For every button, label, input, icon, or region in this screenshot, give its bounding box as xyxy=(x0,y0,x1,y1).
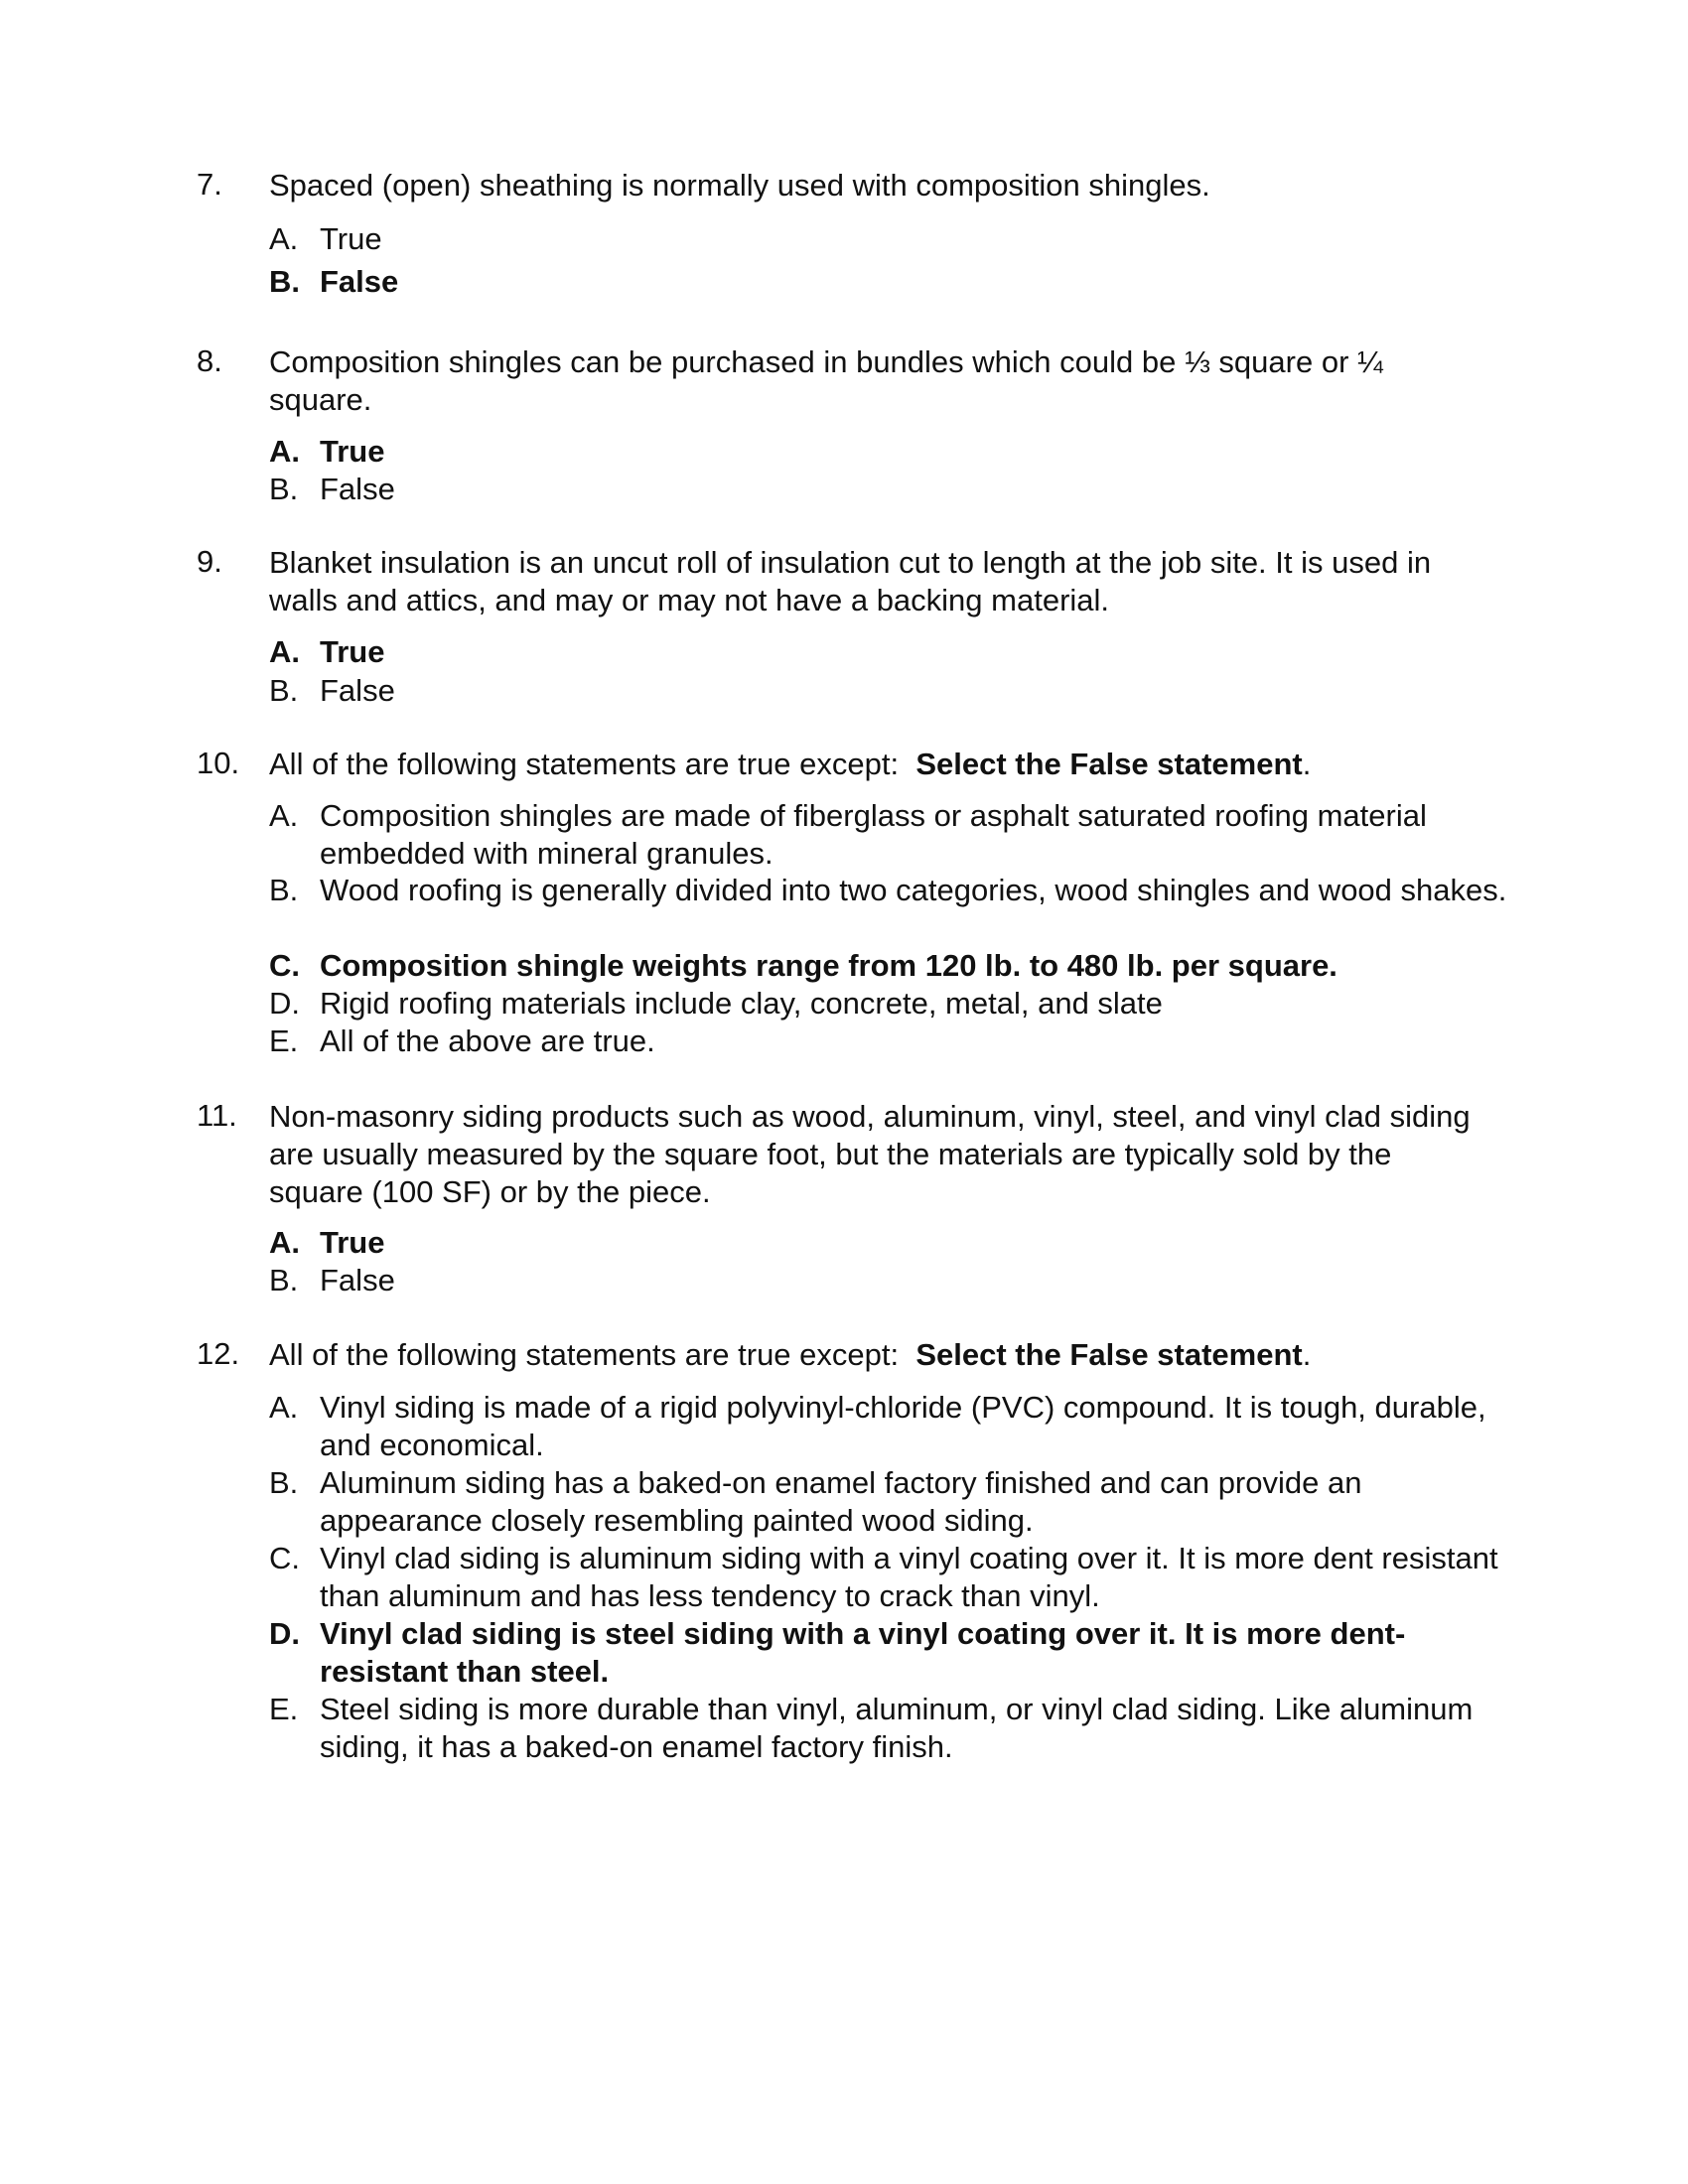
question-number: 11. xyxy=(197,1098,237,1133)
option-c: C. Vinyl clad siding is aluminum siding with a vinyl coating over it. It is more dent resistant than aluminum and has less tendency to crack than vinyl. xyxy=(269,1541,1498,1613)
option-a: A. Vinyl siding is made of a rigid polyvinyl-chloride (PVC) compound. It is tough, durable, and economical. xyxy=(269,1390,1486,1462)
option-e: E. Steel siding is more durable than vinyl, aluminum, or vinyl clad siding. Like aluminum siding, it has a baked-on enamel factory finish. xyxy=(269,1692,1474,1764)
option-b: B. Wood roofing is generally divided into two categories, wood shingles and wood shakes. xyxy=(269,873,1507,907)
option-a-correct: A. True xyxy=(269,634,385,669)
question-stem: Spaced (open) sheathing is normally used with composition shingles. xyxy=(269,168,1210,203)
option-b-correct: B. False xyxy=(269,264,399,299)
question-number: 9. xyxy=(197,544,222,579)
option-b: B. False xyxy=(269,673,395,708)
option-d-correct: D. Vinyl clad siding is steel siding with a vinyl coating over it. It is more dent-resistant than steel. xyxy=(269,1616,1406,1689)
question-stem: Blanket insulation is an uncut roll of insulation cut to length at the job site. It is used in walls and attics, and may or may not have a backing material. xyxy=(269,545,1432,617)
option-c-correct: C. Composition shingle weights range from 120 lb. to 480 lb. per square. xyxy=(269,948,1337,983)
instruction-bold: Select the False statement xyxy=(915,747,1303,781)
question-stem: All of the following statements are true except: Select the False statement. xyxy=(269,1337,1312,1372)
option-a: A. Composition shingles are made of fiberglass or asphalt saturated roofing material embedded with mineral granules. xyxy=(269,798,1427,871)
question-number: 8. xyxy=(197,343,222,378)
question-number: 12. xyxy=(197,1336,240,1371)
question-stem: Non-masonry siding products such as wood, aluminum, vinyl, steel, and vinyl clad siding are usually measured by the square foot, but the materials are typically sold by the square (100 SF) or by the piece. xyxy=(269,1099,1471,1209)
instruction-bold: Select the False statement xyxy=(915,1337,1303,1372)
question-stem: Composition shingles can be purchased in bundles which could be ⅓ square or ¼ square. xyxy=(269,344,1383,417)
option-b: B. Aluminum siding has a baked-on enamel factory finished and can provide an appearance closely resembling painted wood siding. xyxy=(269,1465,1362,1538)
option-a: A. True xyxy=(269,221,382,256)
option-d: D. Rigid roofing materials include clay, concrete, metal, and slate xyxy=(269,986,1163,1021)
option-a-correct: A. True xyxy=(269,1225,385,1260)
option-b: B. False xyxy=(269,1263,395,1297)
option-e: E. All of the above are true. xyxy=(269,1024,655,1058)
question-number: 7. xyxy=(197,167,222,202)
option-b: B. False xyxy=(269,472,395,506)
question-number: 10. xyxy=(197,746,240,780)
option-a-correct: A. True xyxy=(269,434,385,469)
question-stem: All of the following statements are true except: Select the False statement. xyxy=(269,747,1312,781)
